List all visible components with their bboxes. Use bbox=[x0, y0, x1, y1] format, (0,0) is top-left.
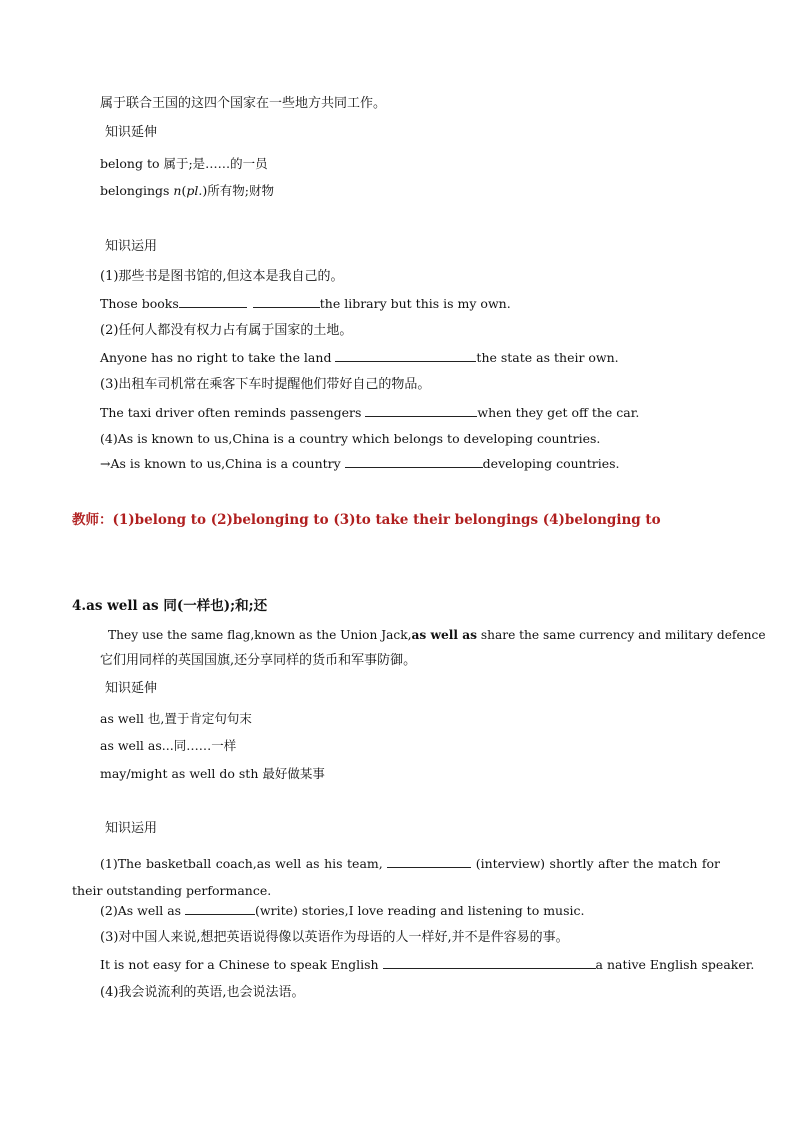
answer-blank[interactable] bbox=[387, 856, 471, 868]
question-text: (1)The basketball coach,as well as his team, bbox=[100, 856, 388, 871]
extension-meaning: )所有物;财物 bbox=[202, 183, 274, 198]
example-text: share the same currency and military defence bbox=[477, 628, 766, 642]
question-text: (write) stories,I love reading and listening to music. bbox=[255, 903, 585, 918]
question-en bbox=[100, 405, 639, 421]
question-text: Those books bbox=[100, 296, 179, 311]
question-en bbox=[72, 850, 720, 904]
plural-mark: pl. bbox=[186, 183, 203, 198]
question-text: developing countries. bbox=[482, 456, 620, 471]
translation-line: 属于联合王国的这四个国家在一些地方共同工作。 bbox=[100, 96, 387, 111]
question-text: the state as their own. bbox=[476, 350, 619, 365]
part-of-speech: n bbox=[173, 183, 182, 198]
extension-item: may/might as well do sth 最好做某事 bbox=[100, 766, 325, 781]
question-text: a native English speaker. bbox=[595, 957, 755, 972]
example-keyword: as well as bbox=[411, 628, 477, 642]
question-text: →As is known to us,China is a country bbox=[100, 456, 345, 471]
example-translation: 它们用同样的英国国旗,还分享同样的货币和军事防御。 bbox=[100, 653, 417, 668]
question-en bbox=[100, 456, 620, 472]
question-text: Anyone has no right to take the land bbox=[100, 350, 336, 365]
extension-item: as well 也,置于肯定句句末 bbox=[100, 711, 252, 726]
example-text: They use the same flag,known as the Union Jack, bbox=[108, 628, 412, 642]
example-sentence bbox=[108, 627, 766, 643]
question-cn: (1)那些书是图书馆的,但这本是我自己的。 bbox=[100, 269, 344, 284]
teacher-answers: 教师：(1)belong to (2)belonging to (3)to take their belongings (4)belonging to bbox=[72, 512, 661, 528]
extension-heading: 知识延伸 bbox=[105, 681, 158, 696]
extension-word: belongings bbox=[100, 183, 174, 198]
question-en bbox=[100, 903, 585, 919]
question-cn: (3)对中国人来说,想把英语说得像以英语作为母语的人一样好,并不是件容易的事。 bbox=[100, 930, 569, 945]
question-text: (interview) shortly after the match for their outstanding performance. bbox=[72, 856, 720, 898]
answer-blank[interactable] bbox=[185, 903, 255, 915]
extension-item: as well as...同……一样 bbox=[100, 738, 237, 753]
question-en bbox=[100, 957, 754, 973]
extension-heading: 知识延伸 bbox=[105, 125, 158, 140]
question-en: (4)As is known to us,China is a country which belongs to developing countries. bbox=[100, 431, 601, 446]
question-text: the library but this is my own. bbox=[319, 296, 511, 311]
paren-open: ( bbox=[181, 183, 187, 198]
usage-heading: 知识运用 bbox=[105, 239, 158, 254]
answer-blank[interactable] bbox=[179, 296, 247, 308]
answer-blank[interactable] bbox=[335, 350, 476, 362]
extension-item bbox=[100, 183, 274, 199]
usage-heading: 知识运用 bbox=[105, 821, 158, 836]
question-text: It is not easy for a Chinese to speak English bbox=[100, 957, 383, 972]
question-text: The taxi driver often reminds passengers bbox=[100, 405, 366, 420]
question-text: (2)As well as bbox=[100, 903, 186, 918]
question-en bbox=[100, 350, 619, 366]
question-en bbox=[100, 296, 511, 312]
question-text: when they get off the car. bbox=[477, 405, 640, 420]
answer-blank[interactable] bbox=[365, 405, 477, 417]
question-cn: (4)我会说流利的英语,也会说法语。 bbox=[100, 985, 305, 1000]
answer-blank[interactable] bbox=[345, 456, 483, 468]
answer-blank[interactable] bbox=[253, 296, 320, 308]
question-cn: (2)任何人都没有权力占有属于国家的土地。 bbox=[100, 323, 353, 338]
answer-blank[interactable] bbox=[383, 957, 596, 969]
question-cn: (3)出租车司机常在乘客下车时提醒他们带好自己的物品。 bbox=[100, 377, 431, 392]
section-title: 4.as well as 同(一样也);和;还 bbox=[72, 598, 268, 614]
extension-item: belong to 属于;是……的一员 bbox=[100, 156, 268, 171]
